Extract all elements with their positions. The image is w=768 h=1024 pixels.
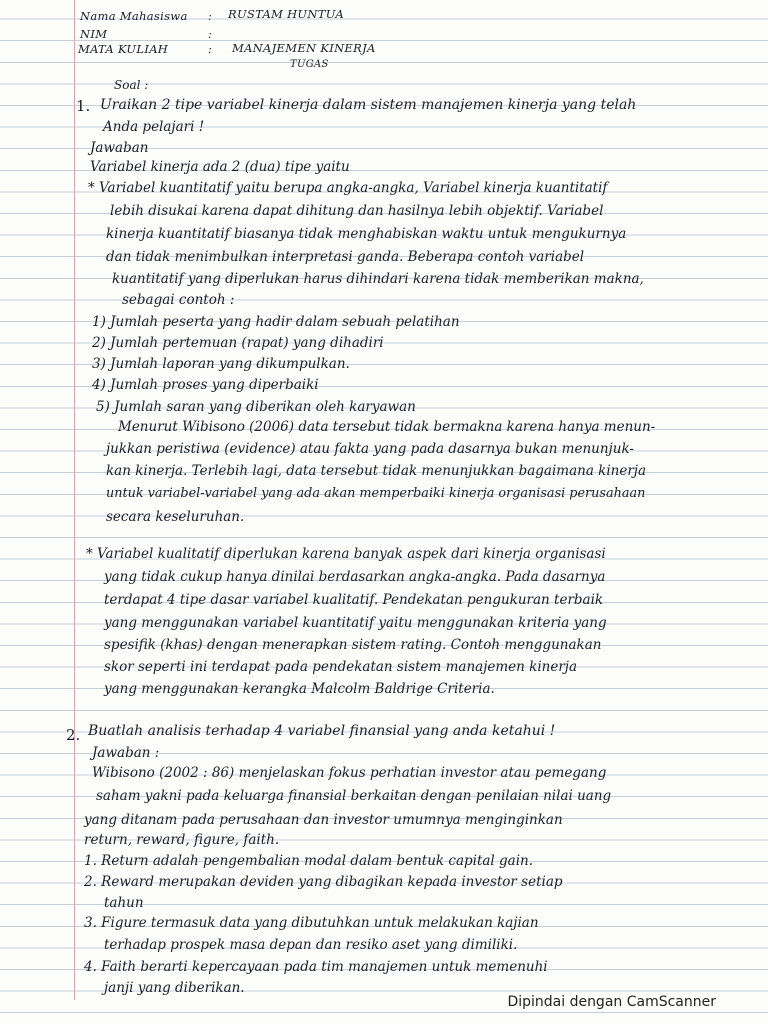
answer2-line-3: yang ditanam pada perusahaan dan investor umumnya menginginkan [84,812,563,828]
financial-item-3-cont: terhadap prospek masa depan dan resiko aset yang dimiliki. [104,937,518,953]
answer1-intro: Variabel kinerja ada 2 (dua) tipe yaitu [90,159,350,175]
header-assignment: TUGAS [290,59,329,70]
q2-number: 2. [66,726,81,744]
wibisono-line-4: untuk variabel-variabel yang ada akan memperbaiki kinerja organisasi perusahaan [106,486,646,501]
qualitative-line-7: yang menggunakan kerangka Malcolm Baldrige Criteria. [104,681,495,697]
header-name-label: Nama Mahasiswa [80,9,188,23]
financial-item-2: 2. Reward merupakan deviden yang dibagikan kepada investor setiap [84,874,563,890]
qualitative-line-2: yang tidak cukup hanya dinilai berdasarkan angka-angka. Pada dasarnya [104,569,606,585]
answer2-label: Jawaban : [92,745,160,761]
wibisono-line-5: secara keseluruhan. [106,509,245,525]
qualitative-line-3: terdapat 4 tipe dasar variabel kualitatif. Pendekatan pengukuran terbaik [104,592,604,608]
header-name-sep: : [208,9,213,23]
example-item-4: 4) Jumlah proses yang diperbaiki [92,377,319,393]
header-nim-label: NIM [80,27,108,41]
qualitative-line-4: yang menggunakan variabel kuantitatif yaitu menggunakan kriteria yang [104,615,607,631]
quantitative-line-1: * Variabel kuantitatif yaitu berupa angka-angka, Variabel kinerja kuantitatif [88,180,608,196]
header-course-value: MANAJEMEN KINERJA [232,41,376,55]
wibisono-line-2: jukkan peristiwa (evidence) atau fakta yang pada dasarnya bukan menunjuk- [106,441,634,457]
financial-item-3: 3. Figure termasuk data yang dibutuhkan untuk melakukan kajian [84,915,539,931]
scanner-watermark: Dipindai dengan CamScanner [507,994,716,1010]
financial-item-2-cont: tahun [104,895,144,911]
wibisono-line-3: kan kinerja. Terlebih lagi, data tersebut tidak menunjukkan bagaimana kinerja [106,463,647,479]
wibisono-line-1: Menurut Wibisono (2006) data tersebut tidak bermakna karena hanya menun- [118,419,656,435]
answer2-line-4: return, reward, figure, faith. [84,832,280,848]
financial-item-4-cont: janji yang diberikan. [104,980,245,996]
header-course-label: MATA KULIAH [78,42,169,56]
quantitative-line-6: sebagai contoh : [122,292,235,308]
soal-label: Soal : [114,78,149,92]
example-item-2: 2) Jumlah pertemuan (rapat) yang dihadiri [92,335,384,351]
qualitative-line-6: skor seperti ini terdapat pada pendekatan sistem manajemen kinerja [104,659,578,675]
example-item-3: 3) Jumlah laporan yang dikumpulkan. [92,356,350,372]
quantitative-line-5: kuantitatif yang diperlukan harus dihindari karena tidak memberikan makna, [112,271,644,287]
q2-text: Buatlah analisis terhadap 4 variabel finansial yang anda ketahui ! [88,723,556,739]
answer2-line-2: saham yakni pada keluarga finansial berkaitan dengan penilaian nilai uang [96,788,612,804]
financial-item-1: 1. Return adalah pengembalian modal dalam bentuk capital gain. [84,853,534,869]
quantitative-line-4: dan tidak menimbulkan interpretasi ganda. Beberapa contoh variabel [106,249,585,265]
header-course-sep: : [208,42,213,56]
financial-item-4: 4. Faith berarti kepercayaan pada tim manajemen untuk memenuhi [84,959,548,975]
q1-number: 1. [76,97,91,115]
example-item-1: 1) Jumlah peserta yang hadir dalam sebuah pelatihan [92,314,460,330]
quantitative-line-3: kinerja kuantitatif biasanya tidak menghabiskan waktu untuk mengukurnya [106,226,627,242]
q1-line-1: Uraikan 2 tipe variabel kinerja dalam sistem manajemen kinerja yang telah [100,97,637,113]
answer1-label: Jawaban [90,140,149,156]
header-nim-sep: : [208,27,213,41]
example-item-5: 5) Jumlah saran yang diberikan oleh karyawan [96,399,416,415]
quantitative-line-2: lebih disukai karena dapat dihitung dan hasilnya lebih objektif. Variabel [110,203,604,219]
header-name-value: RUSTAM HUNTUA [228,7,345,21]
qualitative-line-5: spesifik (khas) dengan menerapkan sistem rating. Contoh menggunakan [104,637,602,653]
qualitative-line-1: * Variabel kualitatif diperlukan karena banyak aspek dari kinerja organisasi [86,546,606,562]
q1-line-2: Anda pelajari ! [103,119,205,135]
answer2-line-1: Wibisono (2002 : 86) menjelaskan fokus perhatian investor atau pemegang [92,765,607,781]
margin-line [74,0,75,1000]
